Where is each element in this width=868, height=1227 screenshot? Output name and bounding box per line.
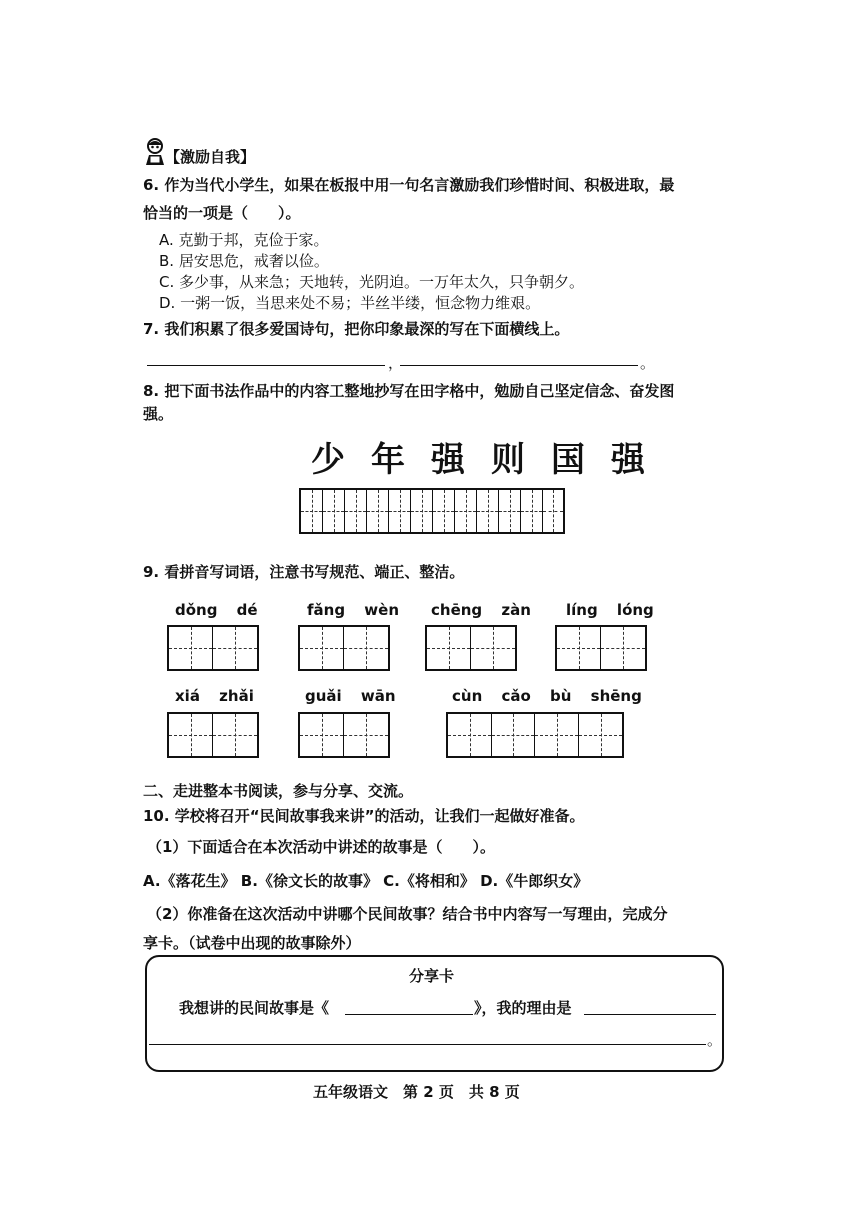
reason-blank-2[interactable]	[149, 1044, 706, 1045]
q6-stem-line1: 6. 作为当代小学生，如果在板报中用一句名言激励我们珍惜时间、积极进取，最	[143, 176, 675, 194]
q8-stem-line2: 强。	[143, 405, 174, 423]
q7-period: 。	[640, 354, 656, 372]
pinyin-2: fǎng wèn	[307, 601, 399, 619]
q10-sub2-line1: （2）你准备在这次活动中讲哪个民间故事？结合书中内容写一写理由，完成分	[147, 905, 668, 923]
section2-title: 二、走进整本书阅读，参与分享、交流。	[143, 782, 414, 800]
q6-stem-line2: 恰当的一项是（ ）。	[143, 204, 301, 222]
q7-stem: 7. 我们积累了很多爱国诗句，把你印象最深的写在下面横线上。	[143, 320, 570, 338]
share-card-end: 。	[707, 1031, 723, 1049]
share-card	[145, 955, 724, 1072]
q8-writing-grid[interactable]	[299, 488, 565, 534]
motivate-title: 【激励自我】	[165, 148, 256, 166]
pinyin-1: dǒng dé	[175, 601, 258, 619]
q10-sub1-options: A.《落花生》 B.《徐文长的故事》 C.《将相和》 D.《牛郎织女》	[143, 872, 589, 890]
pinyin-4: líng lóng	[566, 601, 654, 619]
word-grid-5[interactable]	[167, 712, 259, 758]
word-grid-1[interactable]	[167, 625, 259, 671]
q6-option-a: A. 克勤于邦，克俭于家。	[159, 231, 329, 249]
word-grid-6[interactable]	[298, 712, 390, 758]
q10-sub1: （1）下面适合在本次活动中讲述的故事是（ ）。	[147, 838, 495, 856]
pinyin-3: chēng zàn	[431, 601, 531, 619]
share-card-title: 分享卡	[409, 967, 455, 985]
q6-option-b: B. 居安思危，戒奢以俭。	[159, 252, 329, 270]
q10-stem: 10. 学校将召开“民间故事我来讲”的活动，让我们一起做好准备。	[143, 807, 585, 825]
q8-stem-line1: 8. 把下面书法作品中的内容工整地抄写在田字格中，勉励自己坚定信念、奋发图	[143, 382, 675, 400]
page-footer: 五年级语文 第 2 页 共 8 页	[313, 1083, 520, 1101]
q10-sub2-line2: 享卡。（试卷中出现的故事除外）	[143, 934, 361, 952]
q6-option-d: D. 一粥一饭，当思来处不易；半丝半缕，恒念物力维艰。	[159, 294, 541, 312]
pinyin-7: cùn cǎo bù shēng	[452, 687, 642, 705]
q9-stem: 9. 看拼音写词语，注意书写规范、端正、整洁。	[143, 563, 465, 581]
word-grid-4[interactable]	[555, 625, 647, 671]
pinyin-5: xiá zhǎi	[175, 687, 254, 705]
q6-option-c: C. 多少事，从来急；天地转，光阴迫。一万年太久，只争朝夕。	[159, 273, 585, 291]
word-grid-2[interactable]	[298, 625, 390, 671]
q7-blank-1[interactable]	[147, 365, 385, 366]
pinyin-6: guǎi wān	[305, 687, 396, 705]
word-grid-3[interactable]	[425, 625, 517, 671]
student-reading-icon	[143, 137, 167, 167]
share-card-prefix: 我想讲的民间故事是《	[179, 999, 330, 1017]
story-name-blank[interactable]	[345, 1014, 473, 1015]
q7-blank-2[interactable]	[400, 365, 638, 366]
share-card-mid: 》，我的理由是	[474, 999, 572, 1017]
word-grid-7[interactable]	[446, 712, 624, 758]
calligraphy-work: 少年强则国强	[311, 440, 671, 480]
q7-comma: ，	[388, 354, 404, 372]
reason-blank-1[interactable]	[584, 1014, 716, 1015]
